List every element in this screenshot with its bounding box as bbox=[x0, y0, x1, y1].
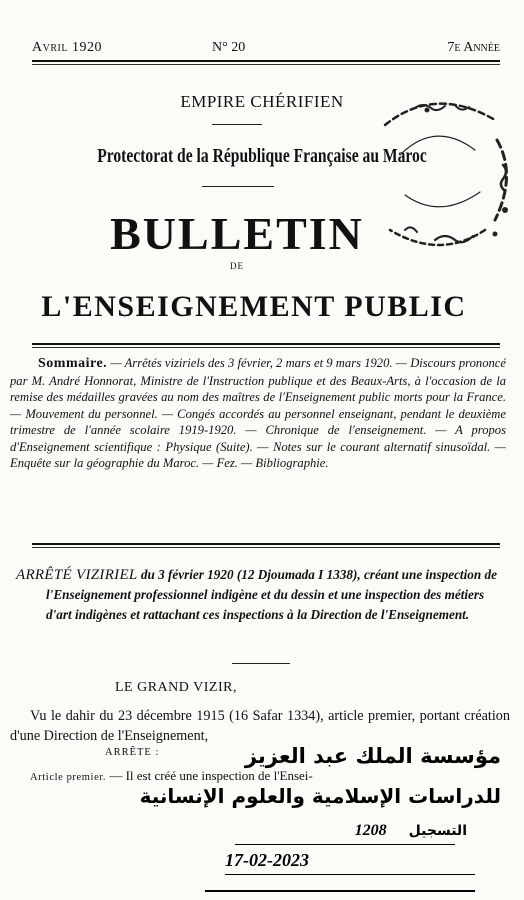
bulletin-title: BULLETIN bbox=[110, 208, 364, 259]
header-rule bbox=[32, 60, 500, 62]
stamp-rule bbox=[235, 844, 455, 845]
summary-label: Sommaire. bbox=[38, 356, 108, 371]
stamp-subtitle-line: للدراسات الإسلامية والعلوم الإنسانية bbox=[139, 784, 501, 808]
decree-lead: ARRÊTÉ VIZIRIEL bbox=[16, 567, 138, 583]
article-label: Article premier. bbox=[30, 772, 107, 783]
empire-title: EMPIRE CHÉRIFIEN bbox=[180, 92, 344, 111]
round-seal-stamp bbox=[345, 80, 524, 260]
decree-description: du 3 février 1920 (12 Djoumada I 1338), créant une inspection de l'Enseignement professionnel indigène et du dessin et une inspection des métiers d'art indigènes et rattachant ces inspections à la Direction de l'Enseignement. bbox=[46, 567, 497, 622]
summary-paragraph bbox=[10, 355, 506, 472]
stamp-date: 17-02-2023 bbox=[225, 850, 309, 870]
stamp-rule bbox=[225, 874, 475, 875]
decree-label: ARRÊTE : bbox=[105, 747, 160, 758]
divider bbox=[202, 186, 274, 187]
decree-heading bbox=[16, 565, 508, 625]
divider bbox=[232, 663, 290, 664]
section-rule-thin bbox=[32, 347, 500, 348]
registration-stamp bbox=[139, 740, 524, 900]
stamp-institution-line: مؤسسة الملك عبد العزيز bbox=[244, 744, 501, 768]
divider bbox=[212, 124, 262, 125]
section-rule-thin bbox=[32, 547, 500, 548]
issue-year: 7e Année bbox=[447, 40, 500, 55]
title-connector: DE bbox=[230, 261, 244, 271]
stamp-rule bbox=[205, 890, 475, 892]
section-rule bbox=[32, 543, 500, 545]
stamp-registration-label: التسجيل bbox=[408, 823, 467, 839]
protectorat-title: Protectorat de la République Française au Maroc bbox=[97, 145, 427, 167]
header-rule-thin bbox=[32, 64, 500, 65]
issue-header bbox=[32, 40, 500, 60]
stamp-registration-line bbox=[355, 822, 467, 840]
article-text: — Il est créé une inspection de l'Ensei- bbox=[106, 768, 313, 783]
stamp-registration-number: 1208 bbox=[354, 822, 387, 839]
issue-month: Avril 1920 bbox=[32, 40, 102, 55]
issue-number: N° 20 bbox=[212, 40, 246, 55]
preamble-paragraph: Vu le dahir du 23 décembre 1915 (16 Safar 1334), article premier, portant création d'une Direction de l'Enseignement, bbox=[10, 708, 510, 744]
publication-title: L'ENSEIGNEMENT PUBLIC bbox=[41, 290, 467, 323]
summary-text: — Arrêtés viziriels des 3 février, 2 mars et 9 mars 1920. — Discours prononcé par M. André Honnorat, Ministre de l'Instruction publique et des Beaux-Arts, à l'occasion de la remise des médailles gravées au nom des maîtres de l'Enseignement public morts pour la France. — Mouvement du personnel. — Congés accordés au personnel enseignant, pendant le deuxième trimestre de l'année scolaire 1919-1920. — Chronique de l'enseignement. — A propos d'Enseignement scientifique : Physique (Suite). — Notes sur le courant alternatif sinusoïdal. — Enquête sur la géographie du Maroc. — Fez. — Bibliographie. bbox=[10, 356, 506, 470]
grand-vizir-heading: LE GRAND VIZIR, bbox=[115, 680, 237, 695]
section-rule bbox=[32, 343, 500, 345]
